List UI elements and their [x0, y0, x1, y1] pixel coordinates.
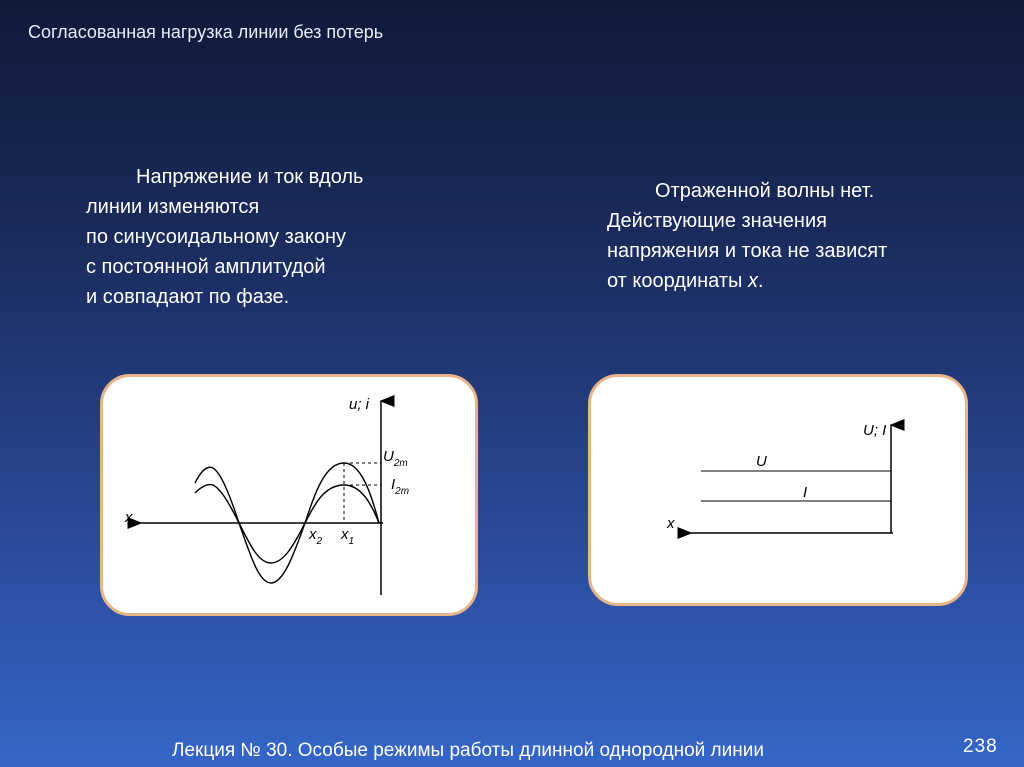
i2m-main: I: [391, 476, 396, 493]
constant-values-diagram: [588, 374, 968, 606]
i-line-label: I: [803, 484, 808, 501]
axis-y-label: u; i: [349, 396, 370, 413]
left-description: [86, 162, 363, 312]
u2m-main: U: [383, 448, 394, 465]
right-text-line: Действующие значения: [607, 210, 827, 232]
left-text-line: Напряжение и ток вдоль: [136, 166, 364, 188]
x-axis-label: x: [125, 509, 133, 526]
x-axis-label: x: [667, 515, 675, 532]
page-number: 238: [963, 736, 998, 757]
x2-sub: 2: [316, 536, 323, 547]
x2-main: x: [309, 526, 317, 543]
slide-title: Согласованная нагрузка линии без потерь: [28, 22, 384, 42]
right-text-last-prefix: от координаты: [607, 270, 748, 292]
coordinate-variable: x: [747, 270, 758, 292]
sine-wave-diagram: [100, 374, 478, 616]
axis-y-label: U; I: [863, 422, 887, 439]
u2m-sub: 2m: [393, 458, 408, 469]
left-text-line: с постоянной амплитудой: [86, 256, 326, 278]
footer-lecture-title: Лекция № 30. Особые режимы работы длинной однородной линии: [172, 740, 764, 761]
i2m-label: [391, 476, 409, 497]
right-text-line: Отраженной волны нет.: [655, 180, 875, 202]
right-text-line: напряжения и тока не зависят: [607, 240, 888, 262]
x2-label: [308, 526, 323, 547]
i2m-sub: 2m: [395, 486, 410, 497]
left-text-line: по синусоидальному закону: [86, 226, 347, 248]
left-text-line: линии изменяются: [86, 196, 260, 218]
x1-label: [340, 526, 354, 547]
right-text-last-suffix: .: [757, 270, 764, 292]
x1-sub: 1: [348, 536, 355, 547]
x1-main: x: [341, 526, 349, 543]
u2m-label: [383, 448, 408, 469]
sine-wave-svg: [103, 377, 481, 619]
constant-values-svg: [591, 377, 971, 609]
right-description: [607, 176, 887, 296]
u-line-label: U: [756, 453, 767, 470]
left-text-line: и совпадают по фазе.: [86, 286, 290, 308]
right-text-line-last: [607, 266, 887, 296]
